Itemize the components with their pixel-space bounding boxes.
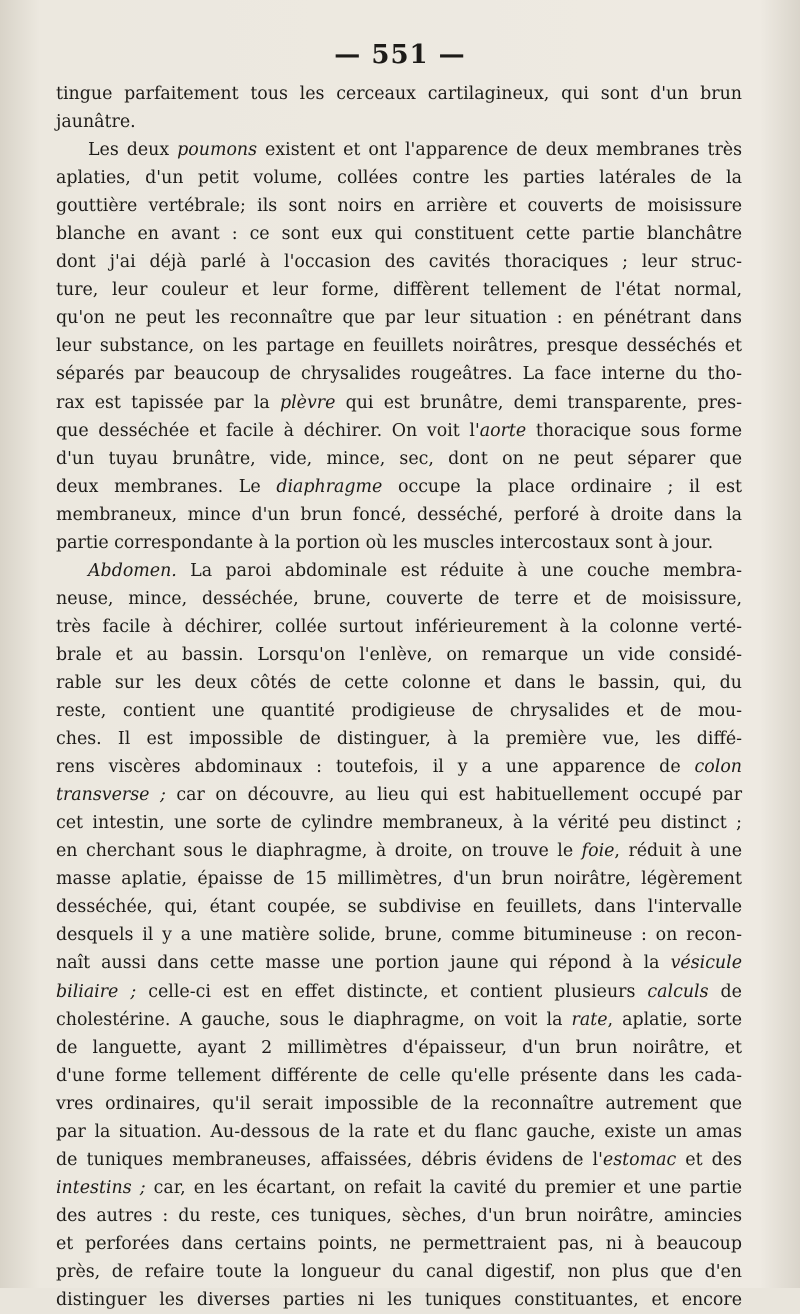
text-run: rens viscères abdominaux : toutefois, il y a une apparence de (56, 757, 695, 778)
text-run: rable sur les deux côtés de cette colonne et dans le bassin, qui, du (56, 672, 742, 693)
text-line (56, 360, 742, 388)
text-line (56, 1174, 742, 1202)
text-line (56, 893, 742, 921)
text-run: occupe la place ordinaire ; il est (382, 476, 742, 497)
text-line (56, 304, 742, 332)
italic-term: colon (694, 757, 742, 778)
italic-term: biliaire ; (56, 981, 137, 1002)
text-run: de (708, 981, 742, 1002)
body-text (56, 80, 742, 1314)
text-run: vres ordinaires, qu'il serait impossible de la reconnaître autrement que (56, 1093, 742, 1114)
italic-term: intestins ; (56, 1177, 146, 1198)
text-line (56, 501, 742, 529)
text-line (56, 669, 742, 697)
italic-term: plèvre (279, 392, 336, 413)
text-run: de languette, ayant 2 millimètres d'épaisseur, d'un brun noirâtre, et (56, 1037, 742, 1058)
text-line (56, 753, 742, 781)
text-run: desquels il y a une matière solide, brune, comme bitumineuse : on recon- (56, 925, 742, 946)
text-line (56, 220, 742, 248)
text-line (56, 136, 742, 164)
text-line (56, 1062, 742, 1090)
text-line (56, 164, 742, 192)
italic-term: diaphragme (276, 476, 383, 497)
text-line (56, 389, 742, 417)
text-line (56, 725, 742, 753)
text-line (56, 1202, 742, 1230)
text-run: ches. Il est impossible de distinguer, à la première vue, les diffé- (56, 729, 742, 750)
text-line (56, 80, 742, 108)
text-run: très facile à déchirer, collée surtout inférieurement à la colonne verté- (56, 616, 742, 637)
text-line (56, 949, 742, 977)
text-run: membraneux, mince d'un brun foncé, desséché, perforé à droite dans la (56, 504, 742, 525)
text-line (56, 921, 742, 949)
text-run: blanche en avant : ce sont eux qui constituent cette partie blanchâtre (56, 224, 742, 245)
text-run: brale et au bassin. Lorsqu'on l'enlève, on remarque un vide considé- (56, 644, 742, 665)
text-line (56, 529, 742, 557)
text-run: par la situation. Au-dessous de la rate et du flanc gauche, existe un amas (56, 1121, 742, 1142)
text-run: ture, leur couleur et leur forme, diffèrent tellement de l'état normal, (56, 280, 742, 301)
text-run: séparés par beaucoup de chrysalides rougeâtres. La face interne du tho- (56, 364, 742, 385)
text-run: rax est tapissée par la (56, 392, 280, 413)
text-run: jaunâtre. (56, 112, 136, 133)
text-run: car on découvre, au lieu qui est habituellement occupé par (165, 785, 743, 806)
text-line (56, 473, 742, 501)
text-line (56, 1034, 742, 1062)
text-run: cet intestin, une sorte de cylindre membraneux, à la vérité peu distinct ; (56, 813, 742, 834)
italic-term: calculs (647, 981, 709, 1002)
text-run: partie correspondante à la portion où les muscles intercostaux sont à jour. (56, 532, 714, 553)
text-run: reste, contient une quantité prodigieuse de chrysalides et de mou- (56, 701, 742, 722)
text-run: et des (676, 1149, 742, 1170)
text-run: d'une forme tellement différente de celle qu'elle présente dans les cada- (56, 1065, 742, 1086)
text-run: leur substance, on les partage en feuillets noirâtres, presque desséchés et (56, 336, 742, 357)
text-run: gouttière vertébrale; ils sont noirs en arrière et couverts de moisissure (56, 196, 742, 217)
text-line (56, 248, 742, 276)
italic-term: aorte (479, 420, 527, 441)
text-run: La paroi abdominale est réduite à une couche membra- (176, 560, 742, 581)
text-run: distinguer les diverses parties ni les tuniques constituantes, et encore (56, 1290, 742, 1311)
text-line (56, 1146, 742, 1174)
text-line (56, 809, 742, 837)
text-run: desséchée, qui, étant coupée, se subdivise en feuillets, dans l'intervalle (56, 897, 742, 918)
text-run: des autres : du reste, ces tuniques, sèches, d'un brun noirâtre, amincies (56, 1205, 742, 1226)
text-run: et perforées dans certains points, ne permettraient pas, ni à beaucoup (56, 1233, 742, 1254)
text-line (56, 557, 742, 585)
text-run: neuse, mince, desséchée, brune, couverte de terre et de moisissure, (56, 588, 742, 609)
page-number: — 551 — (334, 40, 466, 70)
text-line (56, 192, 742, 220)
italic-term: vésicule (670, 953, 742, 974)
text-line (56, 1258, 742, 1286)
italic-term: poumons (177, 140, 258, 161)
text-run: près, de refaire toute la longueur du canal digestif, non plus que d'en (56, 1261, 742, 1282)
text-run: , réduit à une (614, 841, 742, 862)
text-line (56, 1230, 742, 1258)
text-line (56, 1090, 742, 1118)
text-run: d'un tuyau brunâtre, vide, mince, sec, dont on ne peut séparer que (56, 448, 742, 469)
text-line (56, 781, 742, 809)
italic-term: rate (571, 1009, 608, 1030)
text-line (56, 1118, 742, 1146)
text-run: existent et ont l'apparence de deux membranes très (257, 140, 742, 161)
text-line (56, 641, 742, 669)
text-line (56, 1006, 742, 1034)
italic-term: Abdomen. (88, 560, 177, 581)
text-run: deux membranes. Le (56, 476, 277, 497)
text-line (56, 697, 742, 725)
text-run: de tuniques membraneuses, affaissées, débris évidens de l' (56, 1149, 603, 1170)
text-line (56, 837, 742, 865)
text-line (56, 865, 742, 893)
italic-term: foie (581, 841, 615, 862)
italic-term: estomac (602, 1149, 677, 1170)
text-run: tingue parfaitement tous les cerceaux cartilagineux, qui sont d'un brun (56, 84, 742, 104)
text-run: , aplatie, sorte (607, 1009, 742, 1030)
text-run: thoracique sous forme (526, 420, 742, 441)
text-run: aplaties, d'un petit volume, collées contre les parties latérales de la (56, 168, 742, 189)
text-run: masse aplatie, épaisse de 15 millimètres, d'un brun noirâtre, légèrement (56, 869, 742, 890)
italic-term: transverse ; (56, 785, 166, 806)
text-run: que desséchée et facile à déchirer. On voit l' (56, 420, 480, 441)
text-run: celle-ci est en effet distincte, et contient plusieurs (136, 981, 648, 1002)
text-line (56, 276, 742, 304)
text-run: en cherchant sous le diaphragme, à droite, on trouve le (56, 841, 582, 862)
text-run: qu'on ne peut les reconnaître que par leur situation : en pénétrant dans (56, 308, 742, 329)
text-line (56, 417, 742, 445)
text-run: naît aussi dans cette masse une portion jaune qui répond à la (56, 953, 671, 974)
text-run: dont j'ai déjà parlé à l'occasion des cavités thoraciques ; leur struc- (56, 252, 742, 273)
text-run: qui est brunâtre, demi transparente, pres- (335, 392, 742, 413)
text-run: Les deux (88, 140, 178, 161)
text-run: cholestérine. A gauche, sous le diaphragme, on voit la (56, 1009, 572, 1030)
text-line (56, 445, 742, 473)
text-line (56, 585, 742, 613)
text-line (56, 613, 742, 641)
text-line (56, 108, 742, 136)
text-line (56, 978, 742, 1006)
text-line (56, 1286, 742, 1314)
text-run: car, en les écartant, on refait la cavité du premier et une partie (145, 1177, 743, 1198)
text-line (56, 332, 742, 360)
